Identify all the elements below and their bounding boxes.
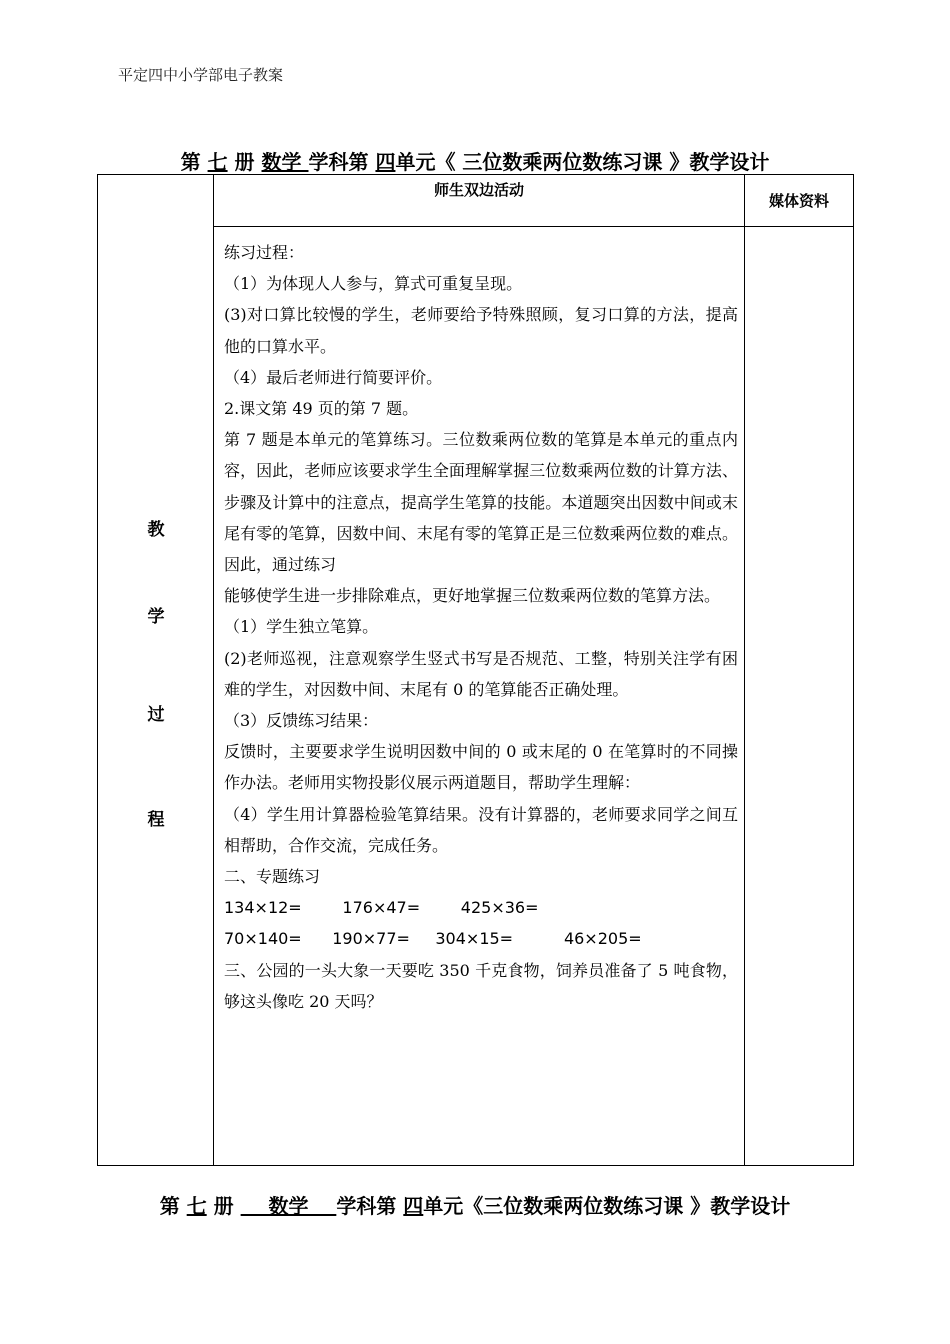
content-line: 能够使学生进一步排除难点，更好地掌握三位数乘两位数的笔算方法。 bbox=[224, 586, 721, 606]
activity-content bbox=[214, 227, 744, 1017]
side-char: 程 bbox=[147, 810, 165, 830]
media-content-cell bbox=[745, 227, 854, 1166]
media-header: 媒体资料 bbox=[745, 175, 854, 227]
title-unit: 四 bbox=[403, 1194, 424, 1218]
content-line: 二、专题练习 bbox=[224, 867, 321, 887]
content-line: （4）最后老师进行简要评价。 bbox=[224, 367, 443, 387]
title-subject: 数学 bbox=[261, 150, 309, 174]
title-book: 七 bbox=[186, 1194, 207, 1218]
side-char: 过 bbox=[147, 705, 165, 725]
content-line: （3）反馈练习结果： bbox=[224, 711, 379, 731]
content-line: 2.课文第 49 页的第 7 题。 bbox=[224, 399, 419, 419]
content-line: （1）学生独立笔算。 bbox=[224, 617, 379, 637]
title-part: 学科第 bbox=[308, 150, 376, 174]
lesson-plan-table bbox=[97, 174, 854, 1166]
title-part: 册 bbox=[227, 150, 262, 174]
title-part: 单元《 三位数乘两位数练习课 》教学设计 bbox=[395, 150, 770, 174]
word-problem: 三、公园的一头大象一天要吃 350 千克食物，饲养员准备了 5 吨食物，够这头像吃 20 天吗？ bbox=[224, 960, 738, 1011]
lesson-title bbox=[0, 146, 950, 175]
title-subject: 数学 bbox=[240, 1194, 337, 1218]
content-line: （1）为体现人人参与，算式可重复呈现。 bbox=[224, 274, 523, 294]
content-line: 练习过程： bbox=[224, 243, 305, 262]
practice-row: 70×140= 190×77= 304×15= 46×205= bbox=[224, 929, 642, 949]
content-line: （4）学生用计算器检验笔算结果。没有计算器的，老师要求同学之间互相帮助，合作交流，完成任务。 bbox=[224, 804, 738, 855]
title-part: 第 bbox=[159, 1194, 187, 1218]
title-part: 第 bbox=[180, 150, 208, 174]
content-line: 反馈时，主要要求学生说明因数中间的 0 或末尾的 0 在笔算时的不同操作办法。老师用实物投影仪展示两道题目，帮助学生理解： bbox=[224, 742, 738, 793]
title-part: 册 bbox=[206, 1194, 241, 1218]
activity-content-cell bbox=[214, 227, 745, 1166]
side-char: 学 bbox=[147, 607, 165, 627]
content-line: (3)对口算比较慢的学生，老师要给予特殊照顾，复习口算的方法，提高他的口算水平。 bbox=[224, 305, 738, 356]
lesson-title-repeat bbox=[0, 1190, 950, 1219]
title-unit: 四 bbox=[375, 150, 396, 174]
header-note: 平定四中小学部电子教案 bbox=[118, 66, 284, 84]
practice-row: 134×12= 176×47= 425×36= bbox=[224, 898, 539, 918]
activity-header: 师生双边活动 bbox=[214, 175, 745, 227]
side-label-cell bbox=[98, 175, 214, 1166]
side-char: 教 bbox=[147, 520, 165, 540]
title-part: 单元《三位数乘两位数练习课 》教学设计 bbox=[423, 1194, 791, 1218]
content-line: 第 7 题是本单元的笔算练习。三位数乘两位数的笔算是本单元的重点内容，因此，老师应该要求学生全面理解掌握三位数乘两位数的计算方法、步骤及计算中的注意点，提高学生笔算的技能。本道题突出因数中间或末尾有零的笔算，因数中间、末尾有零的笔算正是三位数乘两位数的难点。因此，通过练习 bbox=[224, 430, 738, 575]
content-line: (2)老师巡视，注意观察学生竖式书写是否规范、工整，特别关注学有困难的学生，对因数中间、末尾有 0 的笔算能否正确处理。 bbox=[224, 648, 738, 699]
title-book: 七 bbox=[207, 150, 228, 174]
title-part: 学科第 bbox=[336, 1194, 404, 1218]
